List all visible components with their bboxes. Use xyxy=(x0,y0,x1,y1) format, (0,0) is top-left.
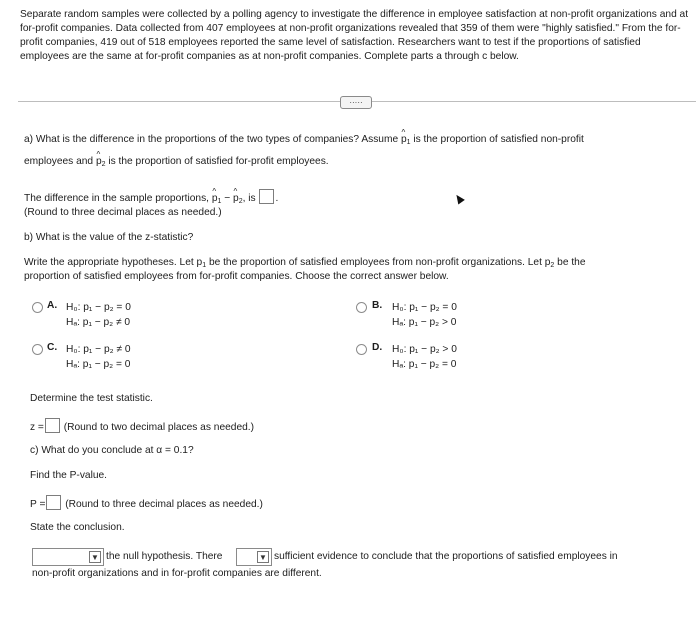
difference-label-end: , is xyxy=(242,193,256,204)
part-a-text: is the proportion of satisfied non-profit xyxy=(410,134,584,145)
option-b-letter: B. xyxy=(372,300,383,311)
part-b-question: b) What is the value of the z-statistic? xyxy=(24,232,194,243)
expand-more-button[interactable]: ····· xyxy=(340,96,372,109)
option-a-letter: A. xyxy=(47,300,58,311)
p-label: P = xyxy=(30,499,46,510)
option-b-radio[interactable] xyxy=(356,302,367,313)
option-d-radio[interactable] xyxy=(356,344,367,355)
z-answer-input[interactable] xyxy=(45,418,60,433)
round-note-a: (Round to three decimal places as needed.) xyxy=(24,207,222,218)
difference-prompt: The difference in the sample proportions, ^ $p_1$ − ^ $p_2$, is . xyxy=(24,189,278,209)
reject-decision-dropdown[interactable] xyxy=(32,548,104,566)
mouse-cursor-icon xyxy=(453,193,465,205)
find-p-value: Find the P-value. xyxy=(30,470,108,481)
option-d-h0: H₀: p₁ − p₂ > 0 xyxy=(392,344,457,355)
problem-statement: Separate random samples were collected by a polling agency to investigate the difference in employee satisfaction at non-profit organizations and at for-profit companies. Data collected from 407 employees at non-profit organizations revealed that 359 of them were "highly satisfied." From the for-profit companies, 419 out of 518 employees reported the same level of satisfaction. Researchers want to test if the proportions of satisfied employees are the same at for-profit companies as at non-profit companies. Complete parts a through c below. xyxy=(20,9,689,62)
hyp-text: be the proportion of satisfied employees from non-profit organizations. Let p xyxy=(206,257,551,268)
option-a-h0: H₀: p₁ − p₂ = 0 xyxy=(66,302,131,313)
p2-hat-symbol: ^ p xyxy=(96,155,102,169)
z-round-note: (Round to two decimal places as needed.) xyxy=(63,422,254,433)
p-value-answer-input[interactable] xyxy=(46,495,61,510)
z-statistic-row xyxy=(30,418,254,435)
hyp-text: Write the appropriate hypotheses. Let p xyxy=(24,257,203,268)
p-round-note: (Round to three decimal places as needed.) xyxy=(65,499,263,510)
difference-label: The difference in the sample proportions, xyxy=(24,193,212,204)
evidence-dropdown[interactable] xyxy=(236,548,272,566)
chevron-down-icon: ▼ xyxy=(257,551,269,563)
option-c-letter: C. xyxy=(47,342,58,353)
p-value-row xyxy=(30,495,263,512)
conclusion-text-3: non-profit organizations and in for-profit companies are different. xyxy=(32,568,322,579)
chevron-down-icon: ▼ xyxy=(89,551,101,563)
option-a-ha: Hₐ: p₁ − p₂ ≠ 0 xyxy=(66,317,131,328)
state-conclusion: State the conclusion. xyxy=(30,522,125,533)
option-c-radio[interactable] xyxy=(32,344,43,355)
hypotheses-instruction-line2: proportion of satisfied employees from for-profit companies. Choose the correct answer below. xyxy=(24,271,449,282)
option-c-h0: H₀: p₁ − p₂ ≠ 0 xyxy=(66,344,131,355)
part-c-question: c) What do you conclude at α = 0.1? xyxy=(30,445,194,456)
hyp-text: be the xyxy=(554,257,586,268)
part-a-text: a) What is the difference in the proportions of the two types of companies? Assume xyxy=(24,134,401,145)
section-divider xyxy=(18,96,696,108)
option-d-ha: Hₐ: p₁ − p₂ = 0 xyxy=(392,359,457,370)
p1-hat-symbol: ^ p xyxy=(401,133,407,147)
difference-answer-input[interactable] xyxy=(259,189,274,204)
z-label: z = xyxy=(30,422,44,433)
determine-test-statistic: Determine the test statistic. xyxy=(30,393,153,404)
part-a-text: employees and xyxy=(24,156,96,167)
option-b-ha: Hₐ: p₁ − p₂ > 0 xyxy=(392,317,457,328)
hypotheses-instruction-line1: Write the appropriate hypotheses. Let $p_1$ be the proportion of satisfied employees from non-profit organizations. Let $p_2$ be the xyxy=(24,257,586,269)
part-a-text: is the proportion of satisfied for-profit employees. xyxy=(105,156,329,167)
part-a-question-line1: a) What is the difference in the proportions of the two types of companies? Assume ^ $p_1$ is the proportion of satisfied non-profit xyxy=(24,133,584,150)
conclusion-text-1: the null hypothesis. There xyxy=(106,551,223,562)
option-a-radio[interactable] xyxy=(32,302,43,313)
part-a-question-line2: employees and ^ $p_2$ is the proportion of satisfied for-profit employees. xyxy=(24,155,329,172)
option-b-h0: H₀: p₁ − p₂ = 0 xyxy=(392,302,457,313)
conclusion-text-2: sufficient evidence to conclude that the proportions of satisfied employees in xyxy=(274,551,618,562)
option-c-ha: Hₐ: p₁ − p₂ = 0 xyxy=(66,359,131,370)
option-d-letter: D. xyxy=(372,342,383,353)
